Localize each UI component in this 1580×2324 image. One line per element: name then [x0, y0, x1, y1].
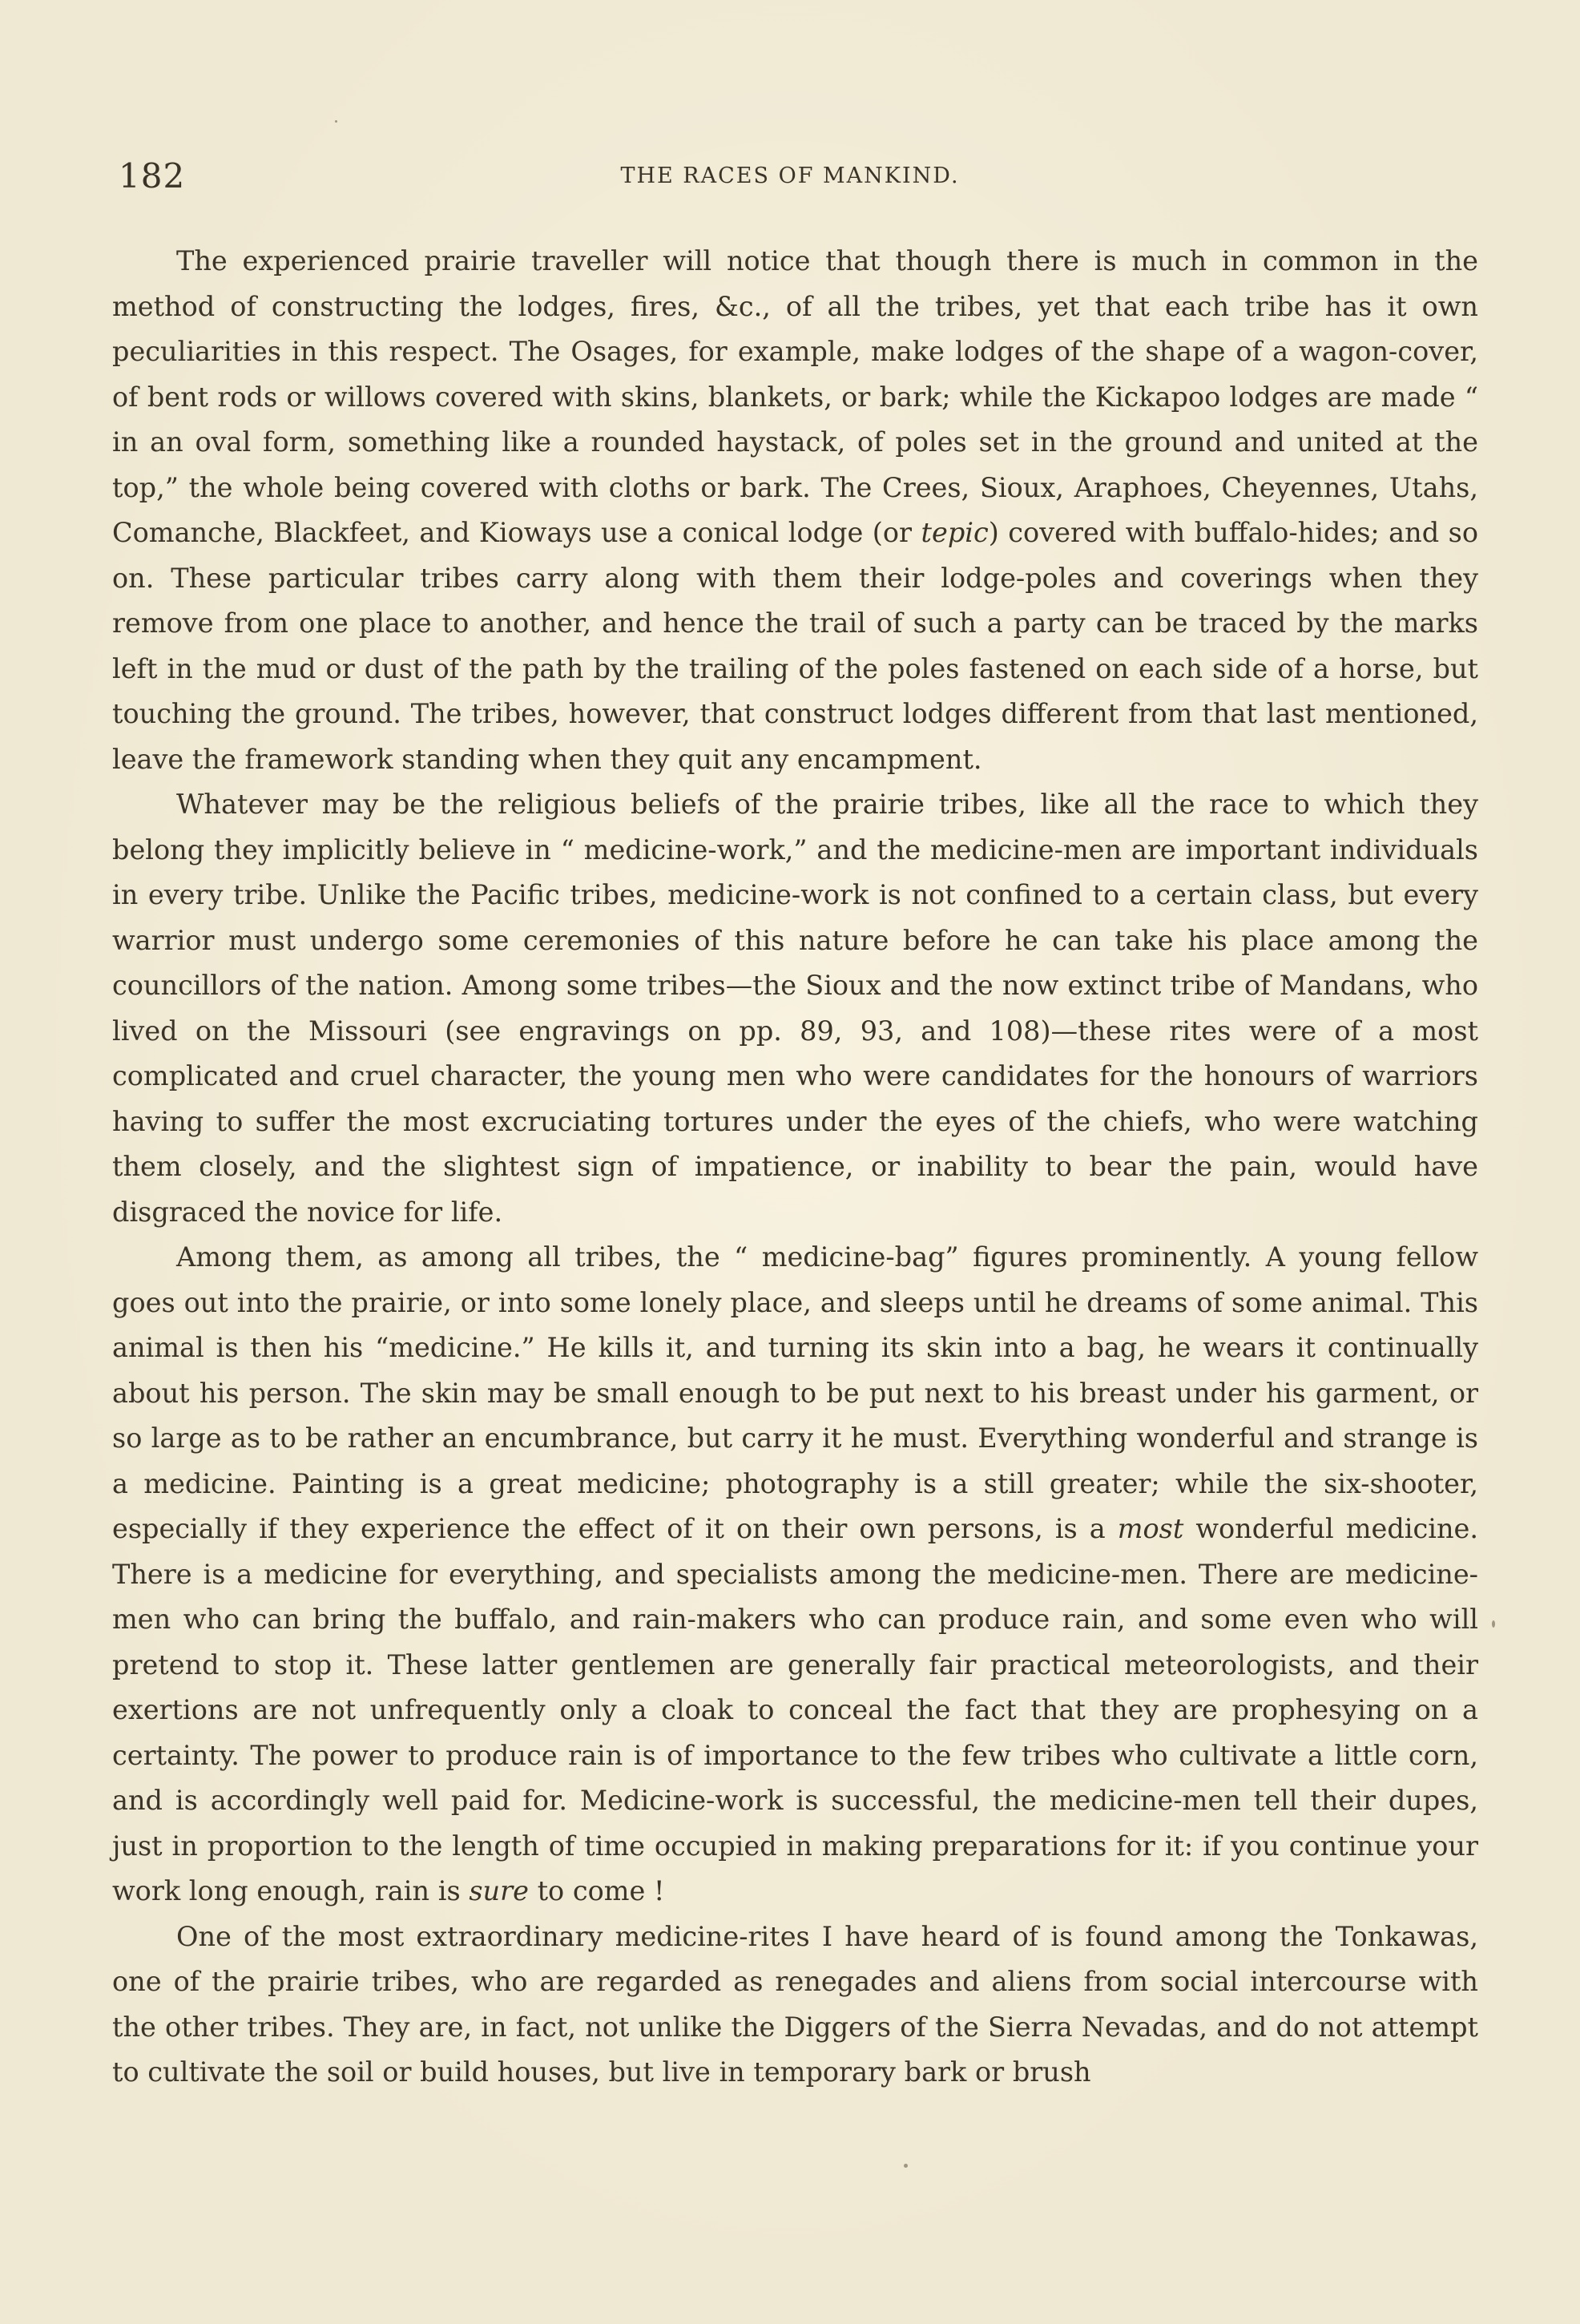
- text-run: ) covered with buffalo-hides; and so on. These particular tribes carry along with them their lodge-poles and coverings when they remove from one place to another, and hence the trail of such a party can be traced by the marks left in the mud or dust of the path by the trailing of the poles fastened on each side of a horse, but touching the ground. The tribes, however, that construct lodges different from that last mentioned, leave the framework standing when they quit any encampment.: [112, 517, 1478, 775]
- italic-word-most: most: [1117, 1513, 1184, 1544]
- paper-speck: [335, 120, 337, 123]
- italic-term-tepic: tepic: [921, 517, 989, 548]
- paragraph-medicine-work: [112, 782, 1478, 1235]
- text-run: wonderful medicine. There is a medicine for everything, and specialists among the medicine-men. There are medicine-men who can bring the buffalo, and rain-makers who can produce rain, and some even who will pretend to stop it. These latter gentlemen are generally fair practical meteorologists, and their exertions are not unfrequently only a cloak to conceal the fact that they are prophesying on a certainty. The power to produce rain is of importance to the few tribes who cultivate a little corn, and is accordingly well paid for. Medicine-work is successful, the medicine-men tell their dupes, just in proportion to the length of time occupied in making preparations for it: if you continue your work long enough, rain is: [112, 1513, 1479, 1906]
- italic-word-sure: sure: [469, 1875, 529, 1906]
- paragraph-tonkawas: [112, 1914, 1478, 2096]
- paragraph-lodges: [112, 239, 1478, 782]
- text-run: Whatever may be the religious beliefs of the prairie tribes, like all the race to which they belong they implicitly believe in “ medicine-work,” and the medicine-men are important individuals in every tribe. Unlike the Pacific tribes, medicine-work is not confined to a certain class, but every warrior must undergo some ceremonies of this nature before he can take his place among the councillors of the nation. Among some tribes—the Sioux and the now extinct tribe of Mandans, who lived on the Missouri (see engravings on pp. 89, 93, and 108)—these rites were of a most complicated and cruel character, the young men who were candidates for the honours of warriors having to suffer the most excruciating tortures under the eyes of the chiefs, who were watching them closely, and the slightest sign of impatience, or inability to bear the pain, would have disgraced the novice for life.: [112, 789, 1478, 1228]
- page-number: 182: [119, 156, 186, 196]
- paper-speck: [1492, 1620, 1495, 1628]
- paper-speck: [904, 2164, 908, 2168]
- text-run: to come !: [528, 1875, 665, 1906]
- text-run: Among them, as among all tribes, the “ medicine-bag” figures prominently. A young fellow goes out into the prairie, or into some lonely place, and sleeps until he dreams of some animal. This animal is then his “medicine.” He kills it, and turning its skin into a bag, he wears it continually about his person. The skin may be small enough to be put next to his breast under his garment, or so large as to be rather an encumbrance, but carry it he must. Everything wonderful and strange is a medicine. Painting is a great medicine; photography is a still greater; while the six-shooter, especially if they experience the effect of it on their own persons, is a: [112, 1241, 1478, 1544]
- text-run: The experienced prairie traveller will notice that though there is much in common in the method of constructing the lodges, fires, &c., of all the tribes, yet that each tribe has it own peculiarities in this respect. The Osages, for example, make lodges of the shape of a wagon-cover, of bent rods or willows covered with skins, blankets, or bark; while the Kickapoo lodges are made “ in an oval form, something like a rounded haystack, of poles set in the ground and united at the top,” the whole being covered with cloths or bark. The Crees, Sioux, Araphoes, Cheyennes, Utahs, Comanche, Blackfeet, and Kioways use a conical lodge (or: [112, 245, 1478, 548]
- body-text: [112, 239, 1478, 2096]
- running-title: THE RACES OF MANKIND.: [620, 163, 960, 188]
- text-run: One of the most extraordinary medicine-rites I have heard of is found among the Tonkawas, one of the prairie tribes, who are regarded as renegades and aliens from social intercourse with the other tribes. They are, in fact, not unlike the Diggers of the Sierra Nevadas, and do not attempt to cultivate the soil or build houses, but live in temporary bark or brush: [112, 1920, 1478, 2088]
- paragraph-medicine-bag: [112, 1235, 1478, 1914]
